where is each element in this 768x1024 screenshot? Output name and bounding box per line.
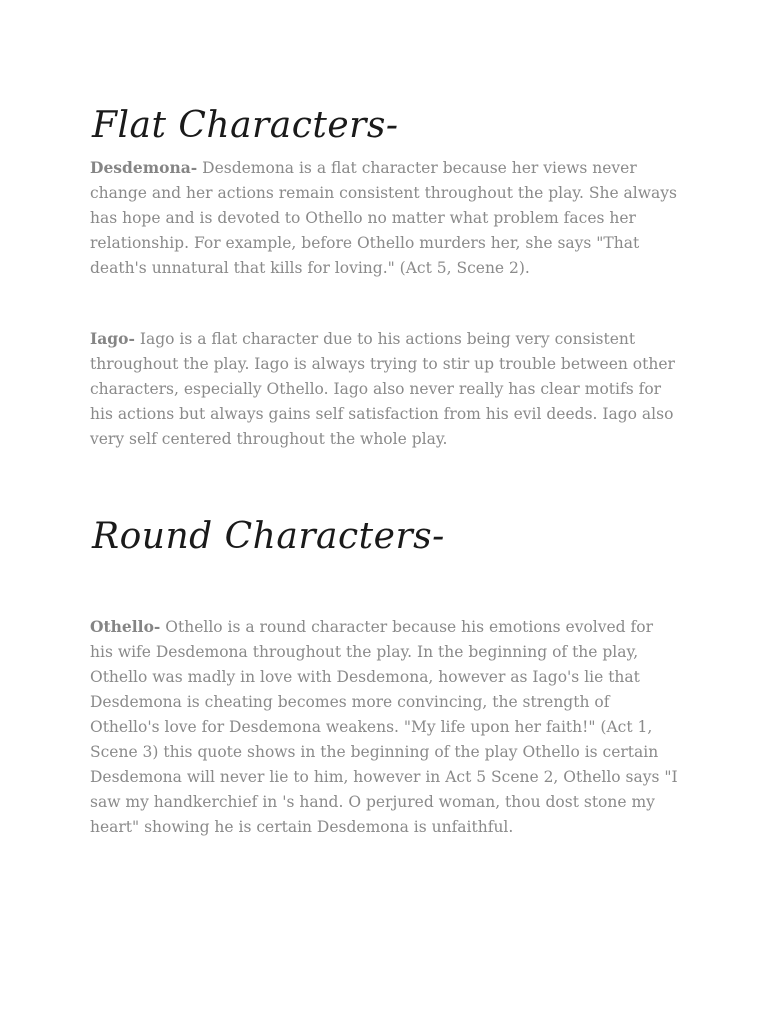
flat-characters-heading: Flat Characters- [92, 105, 399, 146]
round-characters-heading: Round Characters- [92, 516, 445, 557]
iago-term: Iago- [90, 329, 135, 348]
desdemona-term: Desdemona- [90, 158, 198, 177]
othello-text: Othello is a round character because his emotions evolved for his wife Desdemona throughout the play. In the beginning of the play, Othello was madly in love with Desdemona, however as Iago's lie that Desdemona is cheating becomes more convincing, the strength of Othello's love for Desdemona weakens. "My life upon her faith!" (Act 1, Scene 3) this quote shows in the beginning of the play Othello is certain Desdemona will never lie to him, however in Act 5 Scene 2, Othello says "I saw my handkerchief in 's hand. O perjured woman, thou dost stone my heart" showing he is certain Desdemona is unfaithful. [90, 618, 678, 836]
iago-paragraph [90, 326, 680, 452]
iago-text: Iago is a flat character due to his actions being very consistent throughout the play. Iago is always trying to stir up trouble between other characters, especially Othello. Iago also never really has clear motifs for his actions but always gains self satisfaction from his evil deeds. Iago also very self centered throughout the whole play. [90, 330, 675, 448]
desdemona-paragraph [90, 155, 680, 281]
desdemona-text: Desdemona is a flat character because her views never change and her actions remain consistent throughout the play. She always has hope and is devoted to Othello no matter what problem faces her relationship. For example, before Othello murders her, she says "That death's unnatural that kills for loving." (Act 5, Scene 2). [90, 159, 677, 277]
othello-paragraph [90, 614, 680, 840]
othello-term: Othello- [90, 617, 161, 636]
